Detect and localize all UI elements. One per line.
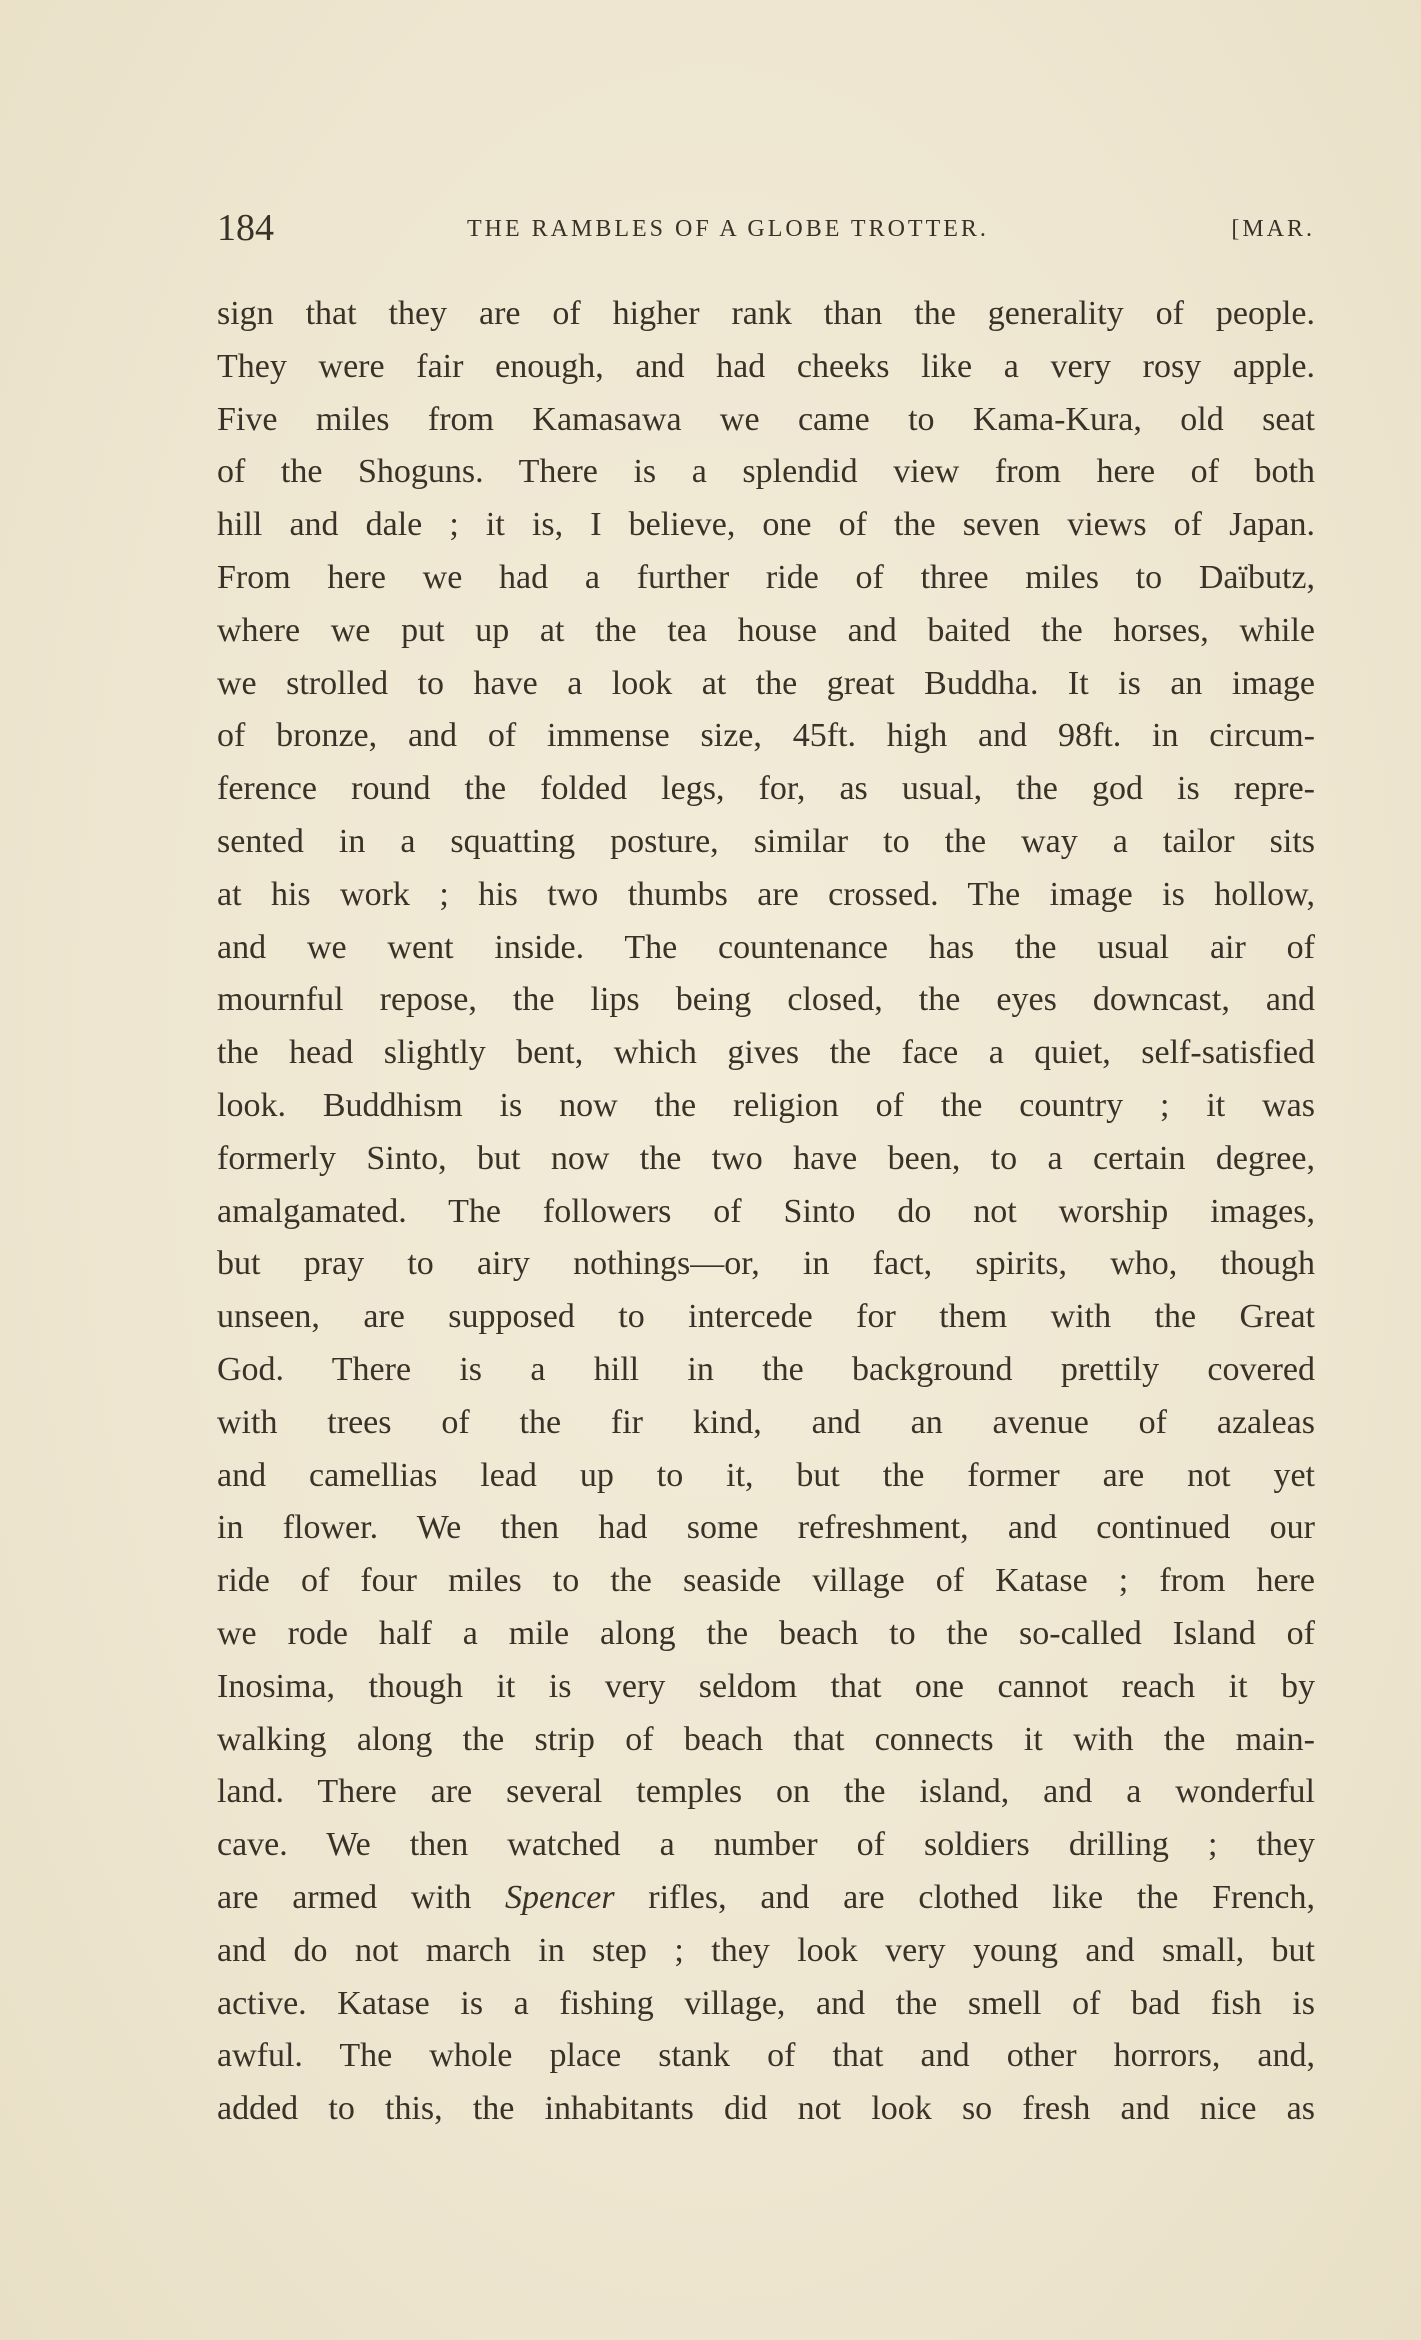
text-line: of bronze, and of immense size, 45ft. high and 98ft. in circum- [217, 717, 1315, 755]
text-line: God. There is a hill in the background prettily covered [217, 1350, 1315, 1388]
text-line: with trees of the fir kind, and an avenue of azaleas [217, 1403, 1315, 1441]
text-line: mournful repose, the lips being closed, the eyes downcast, and [217, 981, 1315, 1019]
text-line: hill and dale ; it is, I believe, one of the seven views of Japan. [217, 506, 1315, 544]
text-line: cave. We then watched a number of soldiers drilling ; they [217, 1826, 1315, 1864]
page-number: 184 [217, 207, 274, 249]
text-line: unseen, are supposed to intercede for them with the Great [217, 1298, 1315, 1336]
text-line: and we went inside. The countenance has the usual air of [217, 928, 1315, 966]
text-line: ference round the folded legs, for, as usual, the god is repre- [217, 770, 1315, 808]
text-segment: rifles, and are clothed like the French, [614, 1878, 1315, 1916]
text-line: Five miles from Kamasawa we came to Kama-Kura, old seat [217, 400, 1315, 438]
text-line: walking along the strip of beach that connects it with the main- [217, 1720, 1315, 1758]
text-line: amalgamated. The followers of Sinto do not worship images, [217, 1192, 1315, 1230]
text-line: and do not march in step ; they look very young and small, but [217, 1931, 1315, 1969]
text-line: we rode half a mile along the beach to the so-called Island of [217, 1614, 1315, 1652]
text-line: land. There are several temples on the island, and a wonderful [217, 1773, 1315, 1811]
text-line: look. Buddhism is now the religion of the country ; it was [217, 1086, 1315, 1124]
running-header [217, 207, 1315, 252]
text-line: They were fair enough, and had cheeks like a very rosy apple. [217, 347, 1315, 385]
text-line: where we put up at the tea house and baited the horses, while [217, 611, 1315, 649]
body-text [217, 288, 1315, 2136]
italic-word: Spencer [505, 1878, 615, 1916]
text-line [217, 1872, 1315, 1925]
text-line: sign that they are of higher rank than the generality of people. [217, 295, 1315, 332]
text-line: at his work ; his two thumbs are crossed. The image is hollow, [217, 875, 1315, 913]
text-line: and camellias lead up to it, but the former are not yet [217, 1456, 1315, 1494]
text-line: but pray to airy nothings—or, in fact, spirits, who, though [217, 1245, 1315, 1283]
text-line: ride of four miles to the seaside village of Katase ; from here [217, 1562, 1315, 1600]
running-title: THE RAMBLES OF A GLOBE TROTTER. [467, 216, 989, 242]
text-line: sented in a squatting posture, similar to the way a tailor sits [217, 822, 1315, 860]
text-line: active. Katase is a fishing village, and the smell of bad fish is [217, 1984, 1315, 2022]
text-line: formerly Sinto, but now the two have been, to a certain degree, [217, 1139, 1315, 1177]
text-line: added to this, the inhabitants did not look so fresh and nice as [217, 2090, 1315, 2128]
text-line: we strolled to have a look at the great Buddha. It is an image [217, 664, 1315, 702]
text-line: From here we had a further ride of three miles to Daïbutz, [217, 558, 1315, 596]
text-segment: are armed with [217, 1878, 506, 1916]
month-mark: [MAR. [1231, 216, 1315, 242]
text-line: awful. The whole place stank of that and other horrors, and, [217, 2037, 1315, 2075]
text-line: in flower. We then had some refreshment, and continued our [217, 1509, 1315, 1547]
text-line: the head slightly bent, which gives the face a quiet, self-satisfied [217, 1034, 1315, 1072]
text-line: Inosima, though it is very seldom that one cannot reach it by [217, 1667, 1315, 1705]
text-line: of the Shoguns. There is a splendid view from here of both [217, 453, 1315, 491]
